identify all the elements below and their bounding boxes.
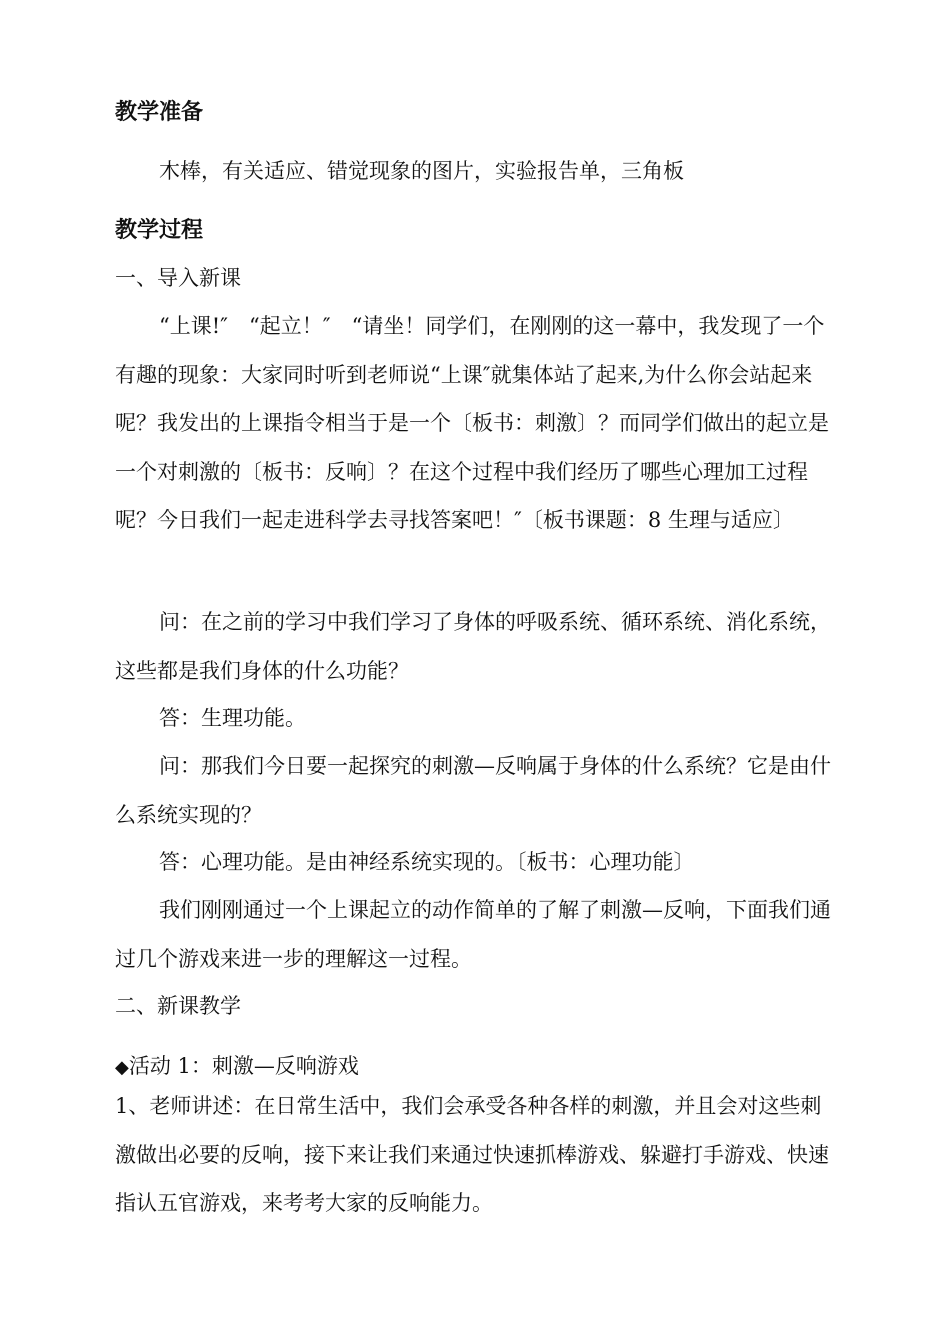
answer-1: 答：生理功能。 xyxy=(159,706,306,730)
activity-1-title: 活动 1：刺激—反响游戏 xyxy=(128,1054,359,1078)
teaching-process-heading: 教学过程 xyxy=(115,217,204,243)
activity-1-step-1: 1、老师讲述：在日常生活中，我们会承受各种各样的刺激，并且会对这些刺激做出必要的反响，接下来让我们来通过快速抓棒游戏、躲避打手游戏、快速指认五官游戏，来考考大家的反响能力。 xyxy=(115,1094,829,1215)
section-1-title: 一、导入新课 xyxy=(115,266,241,290)
transition-paragraph: 我们刚刚通过一个上课起立的动作简单的了解了刺激—反响，下面我们通过几个游戏来进一步的理解这一过程。 xyxy=(115,898,831,971)
intro-paragraph: “上课!″ “起立！″ “请坐！同学们，在刚刚的这一幕中，我发现了一个有趣的现象：大家同时听到老师说“上课″就集体站了起来,为什么你会站起来呢？我发出的上课指令相当于是一个〔板书：刺激〕？而同学们做出的起立是一个对刺激的〔板书：反响〕？在这个过程中我们经历了哪些心理加工过程呢？今日我们一起走进科学去寻找答案吧！″〔板书课题：8 生理与适应〕 xyxy=(115,314,829,532)
question-2: 问：那我们今日要一起探究的刺激—反响属于身体的什么系统？它是由什么系统实现的？ xyxy=(115,754,831,827)
question-1: 问：在之前的学习中我们学习了身体的呼吸系统、循环系统、消化系统，这些都是我们身体的什么功能？ xyxy=(115,610,831,683)
answer-2: 答：心理功能。是由神经系统实现的。〔板书：心理功能〕 xyxy=(159,850,695,874)
diamond-bullet-icon: ◆ xyxy=(115,1057,129,1078)
teaching-preparation-heading: 教学准备 xyxy=(115,99,204,125)
section-2-title: 二、新课教学 xyxy=(115,994,241,1018)
teaching-materials-text: 木棒，有关适应、错觉现象的图片，实验报告单，三角板 xyxy=(159,159,684,183)
